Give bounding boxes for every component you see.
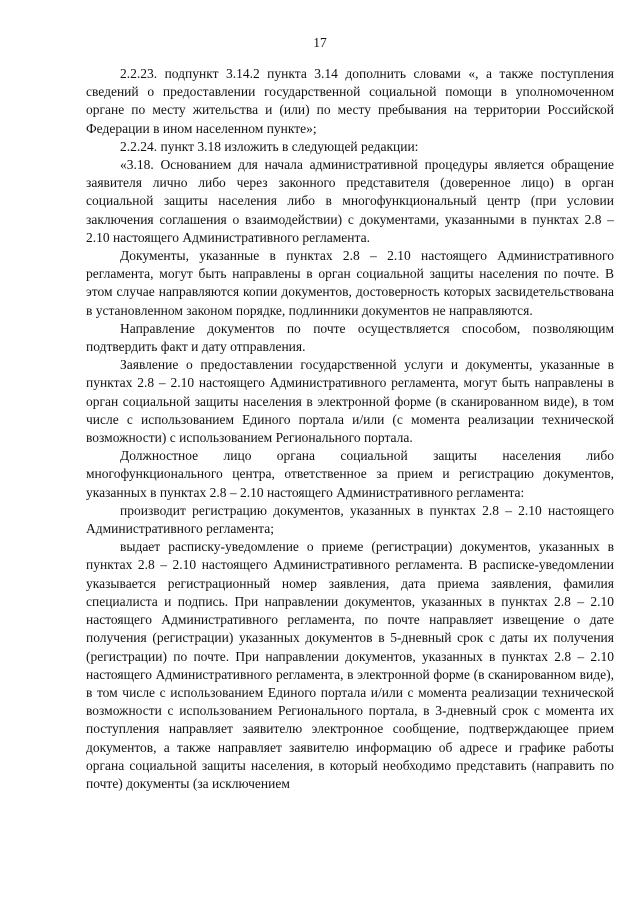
paragraph-2-2-23: 2.2.23. подпункт 3.14.2 пункта 3.14 дополнить словами «, а также поступления сведений о предоставлении государственной социальной помощи в уполномоченном органе по месту жительства и (или) по месту пребывания на территории Российской Федерации в ином населенном пункте»;: [86, 66, 614, 136]
page-number: 17: [313, 35, 327, 50]
paragraph-2-2-24: 2.2.24. пункт 3.18 изложить в следующей редакции:: [120, 138, 419, 154]
paragraph-mail-method: Направление документов по почте осуществляется способом, позволяющим подтвердить факт и дату отправления.: [86, 320, 614, 355]
paragraph-responsible-official: Должностное лицо органа социальной защиты населения либо многофункционального центра, ответственное за прием и регистрацию документов, указанных в пунктах 2.8 – 2.10 настоящего Административного регламента:: [86, 448, 614, 500]
paragraph-receipt-notice: выдает расписку-уведомление о приеме (регистрации) документов, указанных в пунктах 2.8 – 2.10 настоящего Административного регламента. В расписке-уведомлении указывается регистрационный номер заявления, дата приема заявления, фамилия специалиста и подпись. При направлении документов, указанных в пунктах 2.8 – 2.10 настоящего Административного регламента, по почте направляет извещение о дате получения (регистрации) указанных документов в 5-дневный срок с даты их получения (регистрации) по почте. При направлении документов, указанных в пунктах 2.8 – 2.10 настоящего Административного регламента, в электронной форме (в сканированном виде), в том числе с использованием Единого портала и/или с момента реализации технической возможности с использованием Регионального портала, в 3-дневный срок с момента их поступления направляет заявителю электронное сообщение, подтверждающее прием документов, а также направляет заявителю информацию об адресе и графике работы органа социальной защиты населения, в который необходимо представить (направить по почте) документы (за исключением: [86, 539, 614, 791]
paragraph-registration: производит регистрацию документов, указанных в пунктах 2.8 – 2.10 настоящего Административного регламента;: [86, 502, 614, 537]
paragraph-3-18-grounds: «3.18. Основанием для начала административной процедуры является обращение заявителя лично либо через законного представителя (доверенное лицо) в орган социальной защиты населения либо в многофункциональный центр (при условии заключения соглашения о взаимодействии) с документами, указанными в пунктах 2.8 – 2.10 настоящего Административного регламента.: [86, 157, 614, 245]
paragraph-electronic-submission: Заявление о предоставлении государственной услуги и документы, указанные в пунктах 2.8 – 2.10 настоящего Административного регламента, могут быть направлены в орган социальной защиты населения в электронной форме (в сканированном виде), в том числе с использованием Единого портала и/или (с момента реализации технической возможности) с использованием Регионального портала.: [86, 357, 614, 446]
paragraph-documents-by-mail: Документы, указанные в пунктах 2.8 – 2.10 настоящего Административного регламента, могут быть направлены в орган социальной защиты населения по почте. В этом случае направляются копии документов, достоверность которых засвидетельствована в установленном законом порядке, подлинники документов не направляются.: [86, 248, 614, 318]
document-body: [86, 65, 614, 793]
